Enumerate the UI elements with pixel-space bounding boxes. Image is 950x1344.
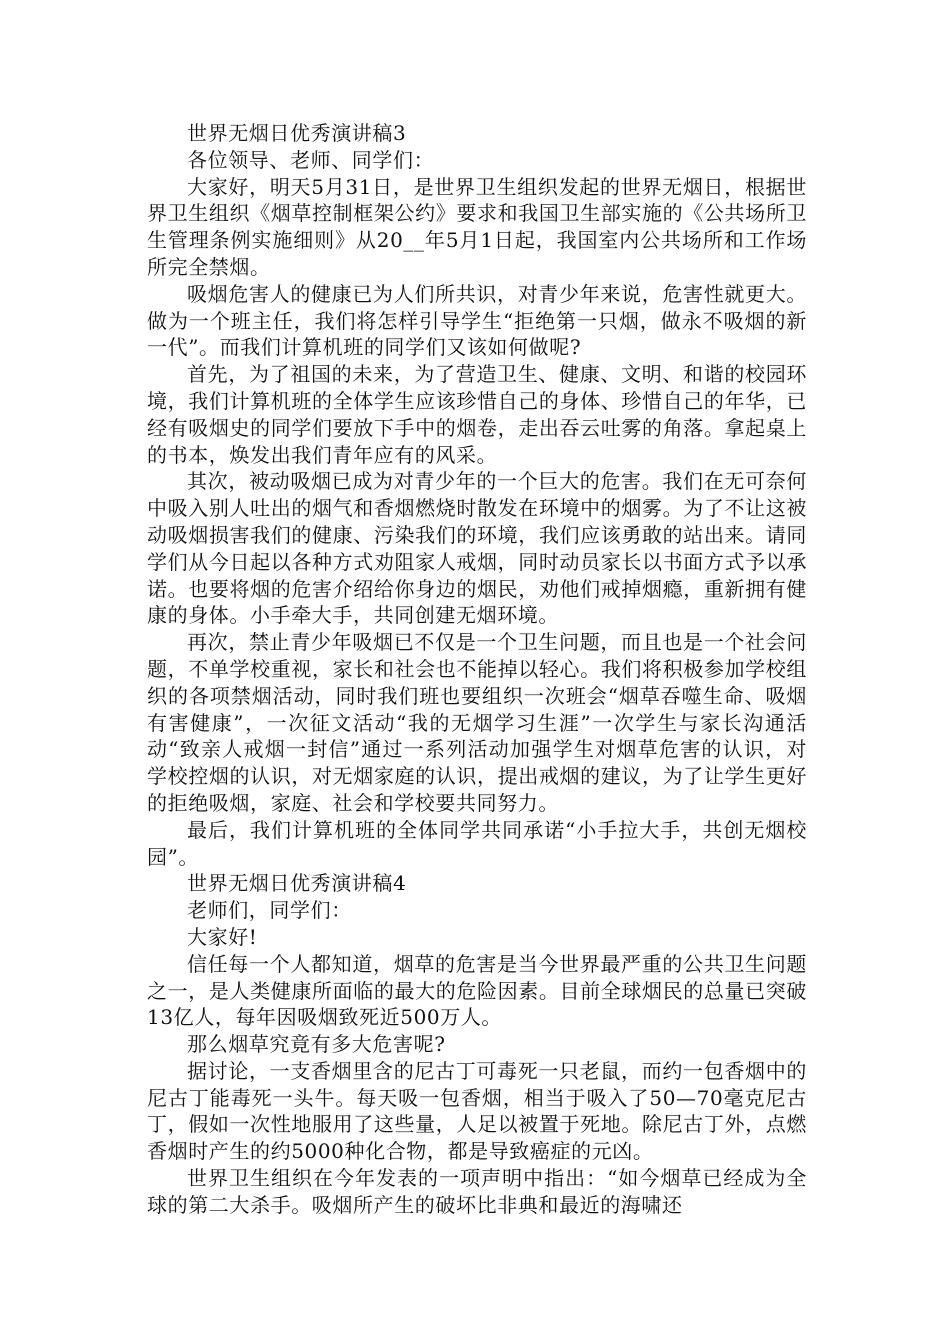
speech-3-salutation: 各位领导、老师、同学们： (187, 147, 435, 172)
document-body (147, 120, 807, 1219)
speech-4-salutation: 老师们，同学们： (187, 898, 352, 923)
speech-4-greeting: 大家好! (187, 924, 258, 949)
speech-3-paragraph-5: 再次，禁止青少年吸烟已不仅是一个卫生问题，而且也是一个社会问题，不单学校重视，家长和社会也不能掉以轻心。我们将积极参加学校组织的各项禁烟活动，同时我们班也要组织一次班会“烟草吞噬生命、吸烟有害健康”，一次征文活动“我的无烟学习生涯”一次学生与家长沟通活动“致亲人戒烟一封信”通过一系列活动加强学生对烟草危害的认识，对学校控烟的认识，对无烟家庭的认识，提出戒烟的建议，为了让学生更好的拒绝吸烟，家庭、社会和学校要共同努力。 (147, 630, 807, 815)
speech-4-paragraph-1: 信任每一个人都知道，烟草的危害是当今世界最严重的公共卫生问题之一，是人类健康所面临的最大的危险因素。目前全球烟民的总量已突破13亿人，每年因吸烟致死近500万人。 (147, 951, 807, 1030)
speech-4-paragraph-3: 据讨论，一支香烟里含的尼古丁可毒死一只老鼠，而约一包香烟中的尼古丁能毒死一头牛。每天吸一包香烟，相当于吸入了50—70毫克尼古丁，假如一次性地服用了这些量，人足以被置于死地。除尼古丁外，点燃香烟时产生的约5000种化合物，都是导致癌症的元凶。 (147, 1058, 807, 1164)
speech-3-paragraph-3: 首先，为了祖国的未来，为了营造卫生、健康、文明、和谐的校园环境，我们计算机班的全体学生应该珍惜自己的身体、珍惜自己的年华，已经有吸烟史的同学们要放下手中的烟卷，走出吞云吐雾的角落。拿起桌上的书本，焕发出我们青年应有的风采。 (147, 362, 807, 467)
speech-3-paragraph-1: 大家好，明天5月31日，是世界卫生组织发起的世界无烟日，根据世界卫生组织《烟草控制框架公约》要求和我国卫生部实施的《公共场所卫生管理条例实施细则》从20__年5月1日起，我国室内公共场所和工作场所完全禁烟。 (147, 174, 807, 279)
speech-3-title: 世界无烟日优秀演讲稿3 (187, 121, 407, 145)
speech-4-paragraph-2: 那么烟草究竟有多大危害呢? (187, 1032, 446, 1057)
speech-3-paragraph-4: 其次，被动吸烟已成为对青少年的一个巨大的危害。我们在无可奈何中吸入别人吐出的烟气和香烟燃烧时散发在环境中的烟雾。为了不让这被动吸烟损害我们的健康、污染我们的环境，我们应该勇敢的站出来。请同学们从今日起以各种方式劝阻家人戒烟，同时动员家长以书面方式予以承诺。也要将烟的危害介绍给你身边的烟民，劝他们戒掉烟瘾，重新拥有健康的身体。小手牵大手，共同创建无烟环境。 (147, 469, 807, 628)
speech-3-paragraph-2: 吸烟危害人的健康已为人们所共识，对青少年来说，危害性就更大。做为一个班主任，我们将怎样引导学生“拒绝第一只烟，做永不吸烟的新一代”。而我们计算机班的同学们又该如何做呢? (147, 281, 807, 360)
speech-4-paragraph-4: 世界卫生组织在今年发表的一项声明中指出：“如今烟草已经成为全球的第二大杀手。吸烟所产生的破坏比非典和最近的海啸还 (147, 1166, 807, 1217)
speech-3-paragraph-6: 最后，我们计算机班的全体同学共同承诺“小手拉大手，共创无烟校园”。 (147, 817, 807, 869)
speech-4-title: 世界无烟日优秀演讲稿4 (187, 871, 407, 896)
